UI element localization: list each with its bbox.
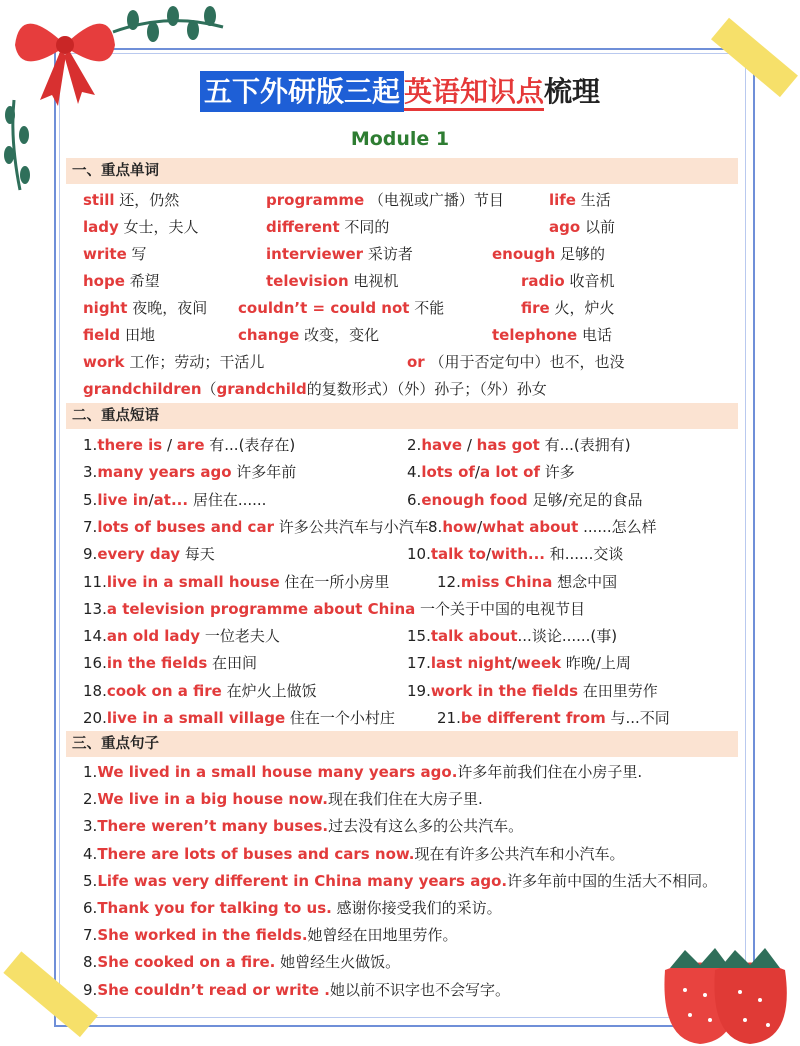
phrase-item [83, 541, 215, 568]
word-zh: 采访者 [363, 245, 413, 263]
word-en: field [83, 326, 121, 344]
word-item [266, 268, 398, 295]
word-zh: 电话 [577, 326, 613, 344]
word-item [83, 268, 160, 295]
word-zh: 还，仍然 [114, 191, 180, 209]
word-en: night [83, 299, 128, 317]
phrase-zh: 足够/充足的食品 [527, 490, 643, 509]
phrase-sep: / [485, 545, 492, 564]
phrase-en: many years ago [97, 463, 232, 482]
sentence-number: 9. [83, 980, 98, 999]
word-en: interviewer [266, 245, 364, 263]
phrase-item [83, 623, 280, 650]
phrase-number: 17. [407, 654, 431, 673]
word-item [266, 214, 389, 241]
phrase-en: cook on a fire [106, 681, 222, 700]
word-en: enough [492, 245, 556, 263]
sentence-en: She worked in the fields. [97, 926, 308, 945]
title-part-3: 梳理 [544, 75, 601, 108]
word-zh: 火，炉火 [549, 299, 615, 317]
word-en: change [238, 326, 300, 344]
sentence-item [83, 786, 483, 813]
word-en: work [83, 353, 125, 371]
phrase-zh: 和......交谈 [544, 545, 624, 564]
phrase-zh: 在田间 [207, 654, 258, 673]
sentence-number: 3. [83, 817, 98, 836]
phrase-en: work in the fields [430, 681, 579, 700]
word-zh: 希望 [124, 272, 160, 290]
phrase-en: every day [97, 545, 181, 564]
word-zh: 收音机 [564, 272, 615, 290]
word-item [492, 322, 612, 349]
phrase-en: there is [97, 436, 163, 454]
phrase-zh: 与...不同 [605, 709, 670, 727]
phrase-item [407, 487, 643, 514]
word-en: still [83, 191, 115, 209]
word-item [266, 241, 413, 268]
sentence-item [83, 977, 510, 1004]
phrase-en: enough food [421, 490, 528, 509]
phrase-item [407, 623, 617, 650]
phrase-item [83, 459, 296, 486]
phrase-en: miss China [460, 572, 553, 591]
word-item [238, 295, 444, 322]
phrase-item [407, 650, 631, 677]
phrase-en: talk about [430, 627, 518, 646]
phrase-number: 15. [407, 627, 431, 646]
phrase-en2: has got [476, 436, 540, 454]
sentence-item [83, 895, 502, 922]
phrase-en: lots of [421, 463, 475, 482]
word-zh: 写 [126, 245, 147, 263]
sentence-number: 7. [83, 926, 98, 945]
word-zh: 夜晚，夜间 [127, 299, 208, 317]
phrase-number: 2. [407, 436, 422, 454]
phrase-sep: / [474, 463, 480, 482]
phrase-zh: 一个关于中国的电视节目 [415, 599, 586, 618]
page-title [0, 70, 800, 110]
phrase-zh: 许多公共汽车与小汽车 [273, 517, 429, 536]
word-zh: 女士，夫人 [118, 218, 199, 236]
phrase-item [83, 432, 295, 459]
phrase-item [437, 569, 617, 596]
word-item [407, 349, 624, 376]
word-zh: 以前 [580, 218, 615, 236]
section-words-header: 一、重点单词 [66, 158, 738, 184]
word-zh: 生活 [575, 191, 611, 209]
word-zh: 的复数形式）（外）孙子；（外）孙女 [306, 380, 547, 398]
word-en: lady [83, 218, 119, 236]
sentence-item [83, 813, 523, 840]
phrase-en2: week [516, 654, 562, 673]
sentence-number: 4. [83, 844, 98, 863]
word-en: life [549, 191, 576, 209]
phrase-en: talk to [430, 545, 486, 564]
phrase-en: have [421, 436, 463, 454]
sentence-en: She cooked on a fire. [97, 953, 276, 972]
phrase-item [83, 596, 585, 623]
sentence-number: 6. [83, 899, 98, 917]
sentence-en: There are lots of buses and cars now. [97, 844, 415, 863]
phrase-item [407, 432, 631, 459]
leaf-branch-icon [108, 2, 228, 52]
phrase-zh: 居住在...... [188, 490, 267, 509]
phrase-en: live in a small house [106, 572, 280, 591]
phrase-zh: 住在一所小房里 [279, 572, 390, 591]
section-sentences-header: 三、重点句子 [66, 731, 738, 757]
phrase-number: 9. [83, 545, 98, 564]
phrase-zh: 一位老夫人 [200, 627, 280, 646]
phrase-zh: ...谈论......(事) [517, 627, 618, 646]
phrase-item [437, 705, 670, 732]
sentence-en: There weren’t many buses. [97, 817, 329, 836]
word-item [83, 376, 547, 403]
word-item [492, 241, 605, 268]
sentence-zh: 现在有许多公共汽车和小汽车。 [414, 844, 625, 863]
word-item [266, 187, 504, 214]
title-part-2: 英语知识点 [404, 75, 544, 111]
phrase-en: an old lady [106, 627, 201, 646]
word-en: ago [549, 218, 581, 236]
phrase-number: 20. [83, 709, 107, 727]
word-zh: 田地 [120, 326, 155, 344]
word-en: telephone [492, 326, 578, 344]
word-en: hope [83, 272, 125, 290]
word-en: or [407, 353, 425, 371]
word-en: fire [521, 299, 550, 317]
phrase-sep: / [511, 654, 517, 673]
sentence-zh: 过去没有这么多的公共汽车。 [328, 817, 524, 836]
phrase-en: how [442, 517, 478, 536]
phrase-en: live in [97, 490, 149, 509]
phrase-zh: 住在一个小村庄 [285, 709, 395, 727]
phrase-zh: 在田里劳作 [578, 681, 658, 700]
phrase-zh: 有...(表存在) [204, 436, 296, 454]
phrase-en2: a lot of [479, 463, 540, 482]
word-item [83, 187, 179, 214]
phrase-number: 8. [428, 517, 443, 536]
phrase-number: 3. [83, 463, 98, 482]
phrase-item [83, 650, 257, 677]
strawberry-icon [650, 920, 800, 1046]
word-en: television [266, 272, 349, 290]
phrase-number: 14. [83, 627, 107, 646]
phrase-zh: 想念中国 [552, 572, 618, 591]
title-part-1: 五下外研版三起 [200, 71, 404, 112]
sentence-number: 2. [83, 790, 98, 809]
phrase-sep: / [162, 436, 177, 454]
phrase-number: 4. [407, 463, 422, 482]
word-item [549, 187, 611, 214]
phrase-item [407, 541, 623, 568]
sentence-en: We live in a big house now. [97, 790, 328, 809]
sentence-number: 5. [83, 871, 98, 890]
phrase-number: 10. [407, 545, 431, 564]
sentence-item [83, 949, 400, 976]
phrase-en2: what about [482, 517, 579, 536]
phrase-number: 5. [83, 490, 98, 509]
sentence-zh: 现在我们住在大房子里. [327, 790, 483, 809]
phrase-number: 18. [83, 681, 107, 700]
phrase-item [83, 514, 429, 541]
phrase-zh: ......怎么样 [578, 517, 657, 536]
word-zh: （ [201, 380, 217, 398]
phrase-zh: 许多年前 [231, 463, 297, 482]
word-zh: 足够的 [555, 245, 606, 263]
sentence-zh: 许多年前中国的生活大不相同。 [507, 871, 718, 890]
phrase-item [428, 514, 657, 541]
phrase-zh: 昨晚/上周 [561, 654, 631, 673]
word-en: write [83, 245, 127, 263]
phrase-en2: are [176, 436, 205, 454]
phrase-en2: with... [491, 545, 545, 564]
sentence-zh: 她曾经在田地里劳作。 [307, 926, 458, 945]
word-en: grandchild [216, 380, 307, 398]
word-zh: 不同的 [339, 218, 390, 236]
word-item [83, 214, 199, 241]
sentence-zh: 她曾经生火做饭。 [275, 953, 401, 972]
phrase-number: 16. [83, 654, 107, 673]
phrase-zh: 在炉火上做饭 [221, 681, 317, 700]
word-zh: 不能 [409, 299, 445, 317]
sentence-item [83, 841, 625, 868]
word-item [83, 322, 155, 349]
sentence-number: 1. [83, 763, 98, 781]
word-zh: （电视或广播）节目 [364, 191, 504, 209]
phrase-number: 7. [83, 517, 98, 536]
word-en: different [266, 218, 340, 236]
phrase-item [83, 569, 389, 596]
phrase-item [407, 678, 658, 705]
phrase-number: 1. [83, 436, 98, 454]
sentence-item [83, 759, 642, 786]
word-zh: 工作；劳动；干活儿 [124, 353, 265, 371]
sentence-item [83, 868, 717, 895]
phrase-item [83, 678, 317, 705]
phrase-sep: / [477, 517, 483, 536]
phrase-item [83, 705, 395, 732]
sentence-zh: 许多年前我们住在小房子里. [457, 763, 643, 781]
sentence-zh: 她以前不识字也不会写字。 [329, 980, 510, 999]
sentence-en: Thank you for talking to us. [97, 899, 332, 917]
word-item [549, 214, 615, 241]
word-zh: 电视机 [348, 272, 399, 290]
phrase-en: lots of buses and car [97, 517, 274, 536]
word-item [521, 268, 615, 295]
sentence-en: She couldn’t read or write . [97, 980, 330, 999]
phrase-en: live in a small village [106, 709, 286, 727]
phrase-en: a television programme about China [106, 599, 416, 618]
phrase-zh: 许多 [540, 463, 575, 482]
phrase-number: 6. [407, 490, 422, 509]
sentence-number: 8. [83, 953, 98, 972]
word-zh: （用于否定句中）也不，也没 [424, 353, 625, 371]
word-en: grandchildren [83, 380, 202, 398]
word-en: programme [266, 191, 365, 209]
phrase-number: 11. [83, 572, 107, 591]
word-item [83, 349, 264, 376]
phrase-sep: / [148, 490, 154, 509]
word-item [521, 295, 614, 322]
sentence-item [83, 922, 458, 949]
phrase-number: 12. [437, 572, 461, 591]
phrase-en: in the fields [106, 654, 208, 673]
phrase-number: 19. [407, 681, 431, 700]
sentence-en: We lived in a small house many years ago. [97, 763, 458, 781]
phrase-zh: 有...(表拥有) [539, 436, 631, 454]
phrase-item [407, 459, 575, 486]
phrase-zh: 每天 [180, 545, 215, 564]
word-item [83, 295, 207, 322]
phrase-number: 13. [83, 599, 107, 618]
phrase-number: 21. [437, 709, 461, 727]
section-phrases-header: 二、重点短语 [66, 403, 738, 429]
word-item [238, 322, 379, 349]
word-zh: 改变，变化 [299, 326, 380, 344]
word-item [83, 241, 147, 268]
word-en: radio [521, 272, 565, 290]
sentence-zh: 感谢你接受我们的采访。 [331, 899, 502, 917]
module-heading: Module 1 [350, 128, 450, 150]
phrase-item [83, 487, 266, 514]
phrase-en2: at... [153, 490, 189, 509]
sentence-en: Life was very different in China many years ago. [97, 871, 508, 890]
phrase-en: last night [430, 654, 512, 673]
word-en: couldn’t = could not [238, 299, 410, 317]
phrase-en: be different from [460, 709, 606, 727]
phrase-sep: / [462, 436, 477, 454]
